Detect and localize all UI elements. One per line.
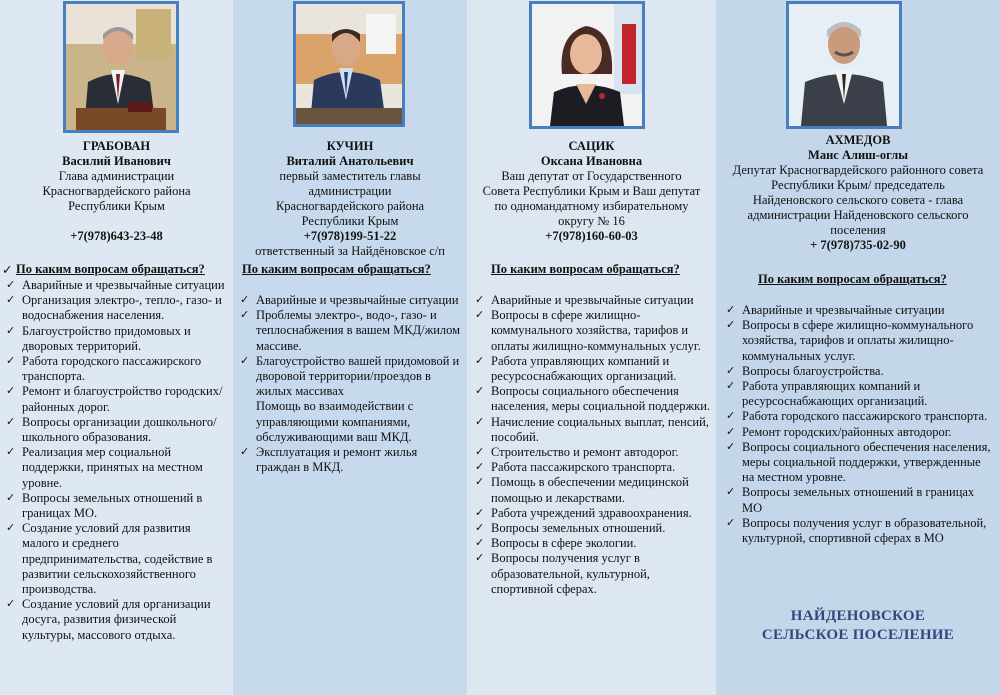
person-position-line: Республики Крым/ председатель <box>771 178 945 192</box>
list-item: ✓ Вопросы благоустройства. <box>726 363 884 378</box>
list-item: ✓ Реализация мер социальной поддержки, принятых на местном уровне. <box>6 445 203 490</box>
questions-title: По каким вопросам обращаться? <box>491 262 680 276</box>
list-item: ✓ Аварийные и чрезвычайные ситуации <box>240 293 459 307</box>
person-position-line: Республики Крым <box>68 199 165 213</box>
person-position-line: Красногвардейского района <box>42 184 191 198</box>
person-position-line: Республики Крым <box>301 214 399 228</box>
check-icon: ✓ <box>6 355 16 368</box>
check-icon: ✓ <box>475 461 485 474</box>
check-icon: ✓ <box>726 516 736 529</box>
list-item: ✓ Вопросы земельных отношений. <box>475 521 666 536</box>
check-icon: ✓ <box>475 552 485 565</box>
questions-title: По каким вопросам обращаться? <box>758 272 947 286</box>
list-item: ✓ Вопросы организации дошкольного/школьного образования. <box>6 414 217 445</box>
check-icon: ✓ <box>475 522 485 535</box>
person-position-line: поселения <box>830 223 886 237</box>
check-icon: ✓ <box>475 537 485 550</box>
check-icon: ✓ <box>475 506 485 519</box>
check-icon: ✓ <box>475 309 485 322</box>
check-icon: ✓ <box>6 294 16 307</box>
list-item: ✓ Работа учреждений здравоохранения. <box>475 505 692 520</box>
check-icon: ✓ <box>726 319 736 332</box>
column-satsik <box>467 0 716 695</box>
list-item: ✓ Начисление социальных выплат, пенсий, пособий. <box>475 414 709 444</box>
settlement-title-line: НАЙДЕНОВСКОЕ <box>790 608 926 624</box>
questions-list <box>238 293 463 475</box>
check-icon: ✓ <box>475 446 485 459</box>
check-icon: ✓ <box>240 354 250 367</box>
questions-title: ✓ По каким вопросам обращаться? <box>2 262 205 277</box>
list-item: ✓ Вопросы в сфере жилищно-коммунального хозяйства, тарифов и оплаты жилищно-коммунальных услуг. <box>475 308 701 353</box>
list-item: ✓ Создание условий для развития малого и среднего предпринимательства, содействие в развитии сельскохозяйственного производства. <box>6 521 213 597</box>
person-fullname: Василий Иванович <box>62 154 171 168</box>
portrait-akhmedov <box>786 1 902 129</box>
list-item: ✓ Работа пассажирского транспорта. <box>475 460 676 475</box>
person-fullname: Манс Алиш-оглы <box>808 148 908 162</box>
check-icon: ✓ <box>6 598 16 611</box>
check-icon: ✓ <box>726 304 736 316</box>
check-icon: ✓ <box>6 324 16 337</box>
check-icon: ✓ <box>6 522 16 535</box>
check-icon: ✓ <box>475 415 485 428</box>
column-kuchin <box>233 0 467 695</box>
person-position-line: Глава администрации <box>58 169 175 183</box>
person-fullname: Виталий Анатольевич <box>286 154 414 168</box>
questions-title: По каким вопросам обращаться? <box>242 262 431 276</box>
portrait-grabovan <box>63 1 179 133</box>
person-position-line: первый заместитель главы <box>279 169 421 183</box>
person-position-line: Найденовского сельского совета - глава <box>752 193 964 207</box>
check-icon: ✓ <box>726 364 736 377</box>
person-position-line: по одномандатному избирательному <box>494 199 689 213</box>
person-position-line: администрации Найденовского сельского <box>747 208 969 222</box>
person-phone: +7(978)160-60-03 <box>545 229 638 243</box>
portrait-kuchin <box>293 1 405 127</box>
list-item: ✓ Проблемы электро-, водо-, газо- и теплоснабжения в вашем МКД/жилом массиве. <box>240 308 461 353</box>
list-item: ✓ Вопросы земельных отношений в границах МО <box>726 485 975 515</box>
list-item: ✓ Аварийные и чрезвычайные ситуации <box>475 293 694 307</box>
settlement-title <box>716 607 1000 645</box>
check-icon: ✓ <box>726 425 736 438</box>
list-item: ✓ Вопросы получения услуг в образовательной, культурной, спортивной сферах в МО <box>726 515 987 546</box>
list-item: ✓ Помощь в обеспечении медицинской помощью и лекарствами. <box>475 475 689 505</box>
list-item: ✓ Эксплуатация и ремонт жилья граждан в МКД. <box>240 445 418 475</box>
list-item: ✓ Вопросы социального обеспечения населения, меры социальной поддержки. <box>475 384 711 414</box>
person-info-akhmedov <box>716 133 1000 253</box>
person-position-line: администрации <box>308 184 392 198</box>
check-icon: ✓ <box>726 410 736 423</box>
questions-list <box>4 278 230 643</box>
person-fullname: Оксана Ивановна <box>540 154 643 168</box>
list-item: ✓ Организация электро-, тепло-, газо- и водоснабжения населения. <box>6 293 222 323</box>
list-item: ✓ Вопросы получения услуг в образовательной, культурной, спортивной сферах. <box>475 551 650 596</box>
person-phone: +7(978)199-51-22 <box>303 229 397 243</box>
person-position-line: Ваш депутат от Государственного <box>501 169 682 183</box>
person-position-line: Красногвардейского района <box>275 199 425 213</box>
person-surname: САЦИК <box>568 139 615 153</box>
column-grabovan <box>0 0 233 695</box>
list-item: ✓ Ремонт городских/районных автодорог. <box>726 424 952 439</box>
list-item: ✓ Вопросы социального обеспечения населения, меры социальной поддержки, утвержденные на местном уровне. <box>726 439 991 485</box>
list-item: ✓ Работа управляющих компаний и ресурсоснабжающих организаций. <box>475 353 677 384</box>
check-icon: ✓ <box>6 415 16 428</box>
person-responsibility: ответственный за Найдёновское с/п <box>255 244 445 258</box>
check-icon: ✓ <box>726 380 736 393</box>
person-position-line: Депутат Красногвардейского районного совета <box>732 163 984 177</box>
list-item: ✓ Благоустройство придомовых и дворовых территорий. <box>6 323 191 353</box>
person-info-grabovan <box>0 139 233 244</box>
person-surname: АХМЕДОВ <box>825 133 891 147</box>
list-item: ✓ Работа городского пассажирского транспорта. <box>6 354 202 384</box>
list-item: ✓ Ремонт и благоустройство городских/районных дорог. <box>6 384 223 414</box>
check-icon: ✓ <box>6 385 16 398</box>
list-item: ✓ Строительство и ремонт автодорог. <box>475 445 679 460</box>
check-icon: ✓ <box>726 440 736 453</box>
person-position-line: округу № 16 <box>558 214 625 228</box>
questions-list <box>724 303 996 546</box>
questions-list <box>473 293 713 597</box>
check-icon: ✓ <box>240 294 250 306</box>
list-item: ✓ Работа городского пассажирского транспорта. <box>726 409 988 424</box>
check-icon: ✓ <box>6 279 16 291</box>
person-phone: + 7(978)735-02-90 <box>810 238 906 252</box>
list-item: ✓ Вопросы в сфере жилищно-коммунального хозяйства, тарифов и оплаты жилищно-коммунальных услуг. <box>726 318 974 363</box>
portrait-satsik <box>529 1 645 129</box>
check-icon: ✓ <box>475 354 485 367</box>
person-info-satsik <box>467 139 716 244</box>
check-icon: ✓ <box>475 385 485 398</box>
list-item: ✓ Аварийные и чрезвычайные ситуации <box>6 278 225 292</box>
list-item: ✓ Благоустройство вашей придомовой и дворовой территории/проездов в жилых массивах <box>240 353 460 399</box>
check-icon: ✓ <box>475 476 485 489</box>
list-item: ✓ Вопросы в сфере экологии. <box>475 536 637 551</box>
person-surname: КУЧИН <box>326 139 374 153</box>
check-icon: ✓ <box>475 294 485 306</box>
list-item: ✓ Создание условий для организации досуга, развития физической культуры, массового отдыха. <box>6 597 211 642</box>
list-item: ✓ Вопросы земельных отношений в границах МО. <box>6 490 203 521</box>
list-item: Помощь во взаимодействии с управляющими компаниями, обслуживающими ваш МКД. <box>256 399 414 444</box>
person-phone: +7(978)643-23-48 <box>70 229 163 243</box>
check-icon: ✓ <box>2 263 13 277</box>
column-akhmedov <box>716 0 1000 695</box>
check-icon: ✓ <box>240 446 250 459</box>
person-surname: ГРАБОВАН <box>82 139 151 153</box>
list-item: ✓ Аварийные и чрезвычайные ситуации <box>726 303 945 317</box>
check-icon: ✓ <box>6 446 16 459</box>
person-info-kuchin <box>233 139 467 259</box>
settlement-title-line: СЕЛЬСКОЕ ПОСЕЛЕНИЕ <box>761 627 955 643</box>
check-icon: ✓ <box>6 491 16 504</box>
check-icon: ✓ <box>240 309 250 322</box>
person-position-line: Совета Республики Крым и Ваш депутат <box>482 184 701 198</box>
list-item: ✓ Работа управляющих компаний и ресурсоснабжающих организаций. <box>726 379 928 409</box>
check-icon: ✓ <box>726 486 736 499</box>
